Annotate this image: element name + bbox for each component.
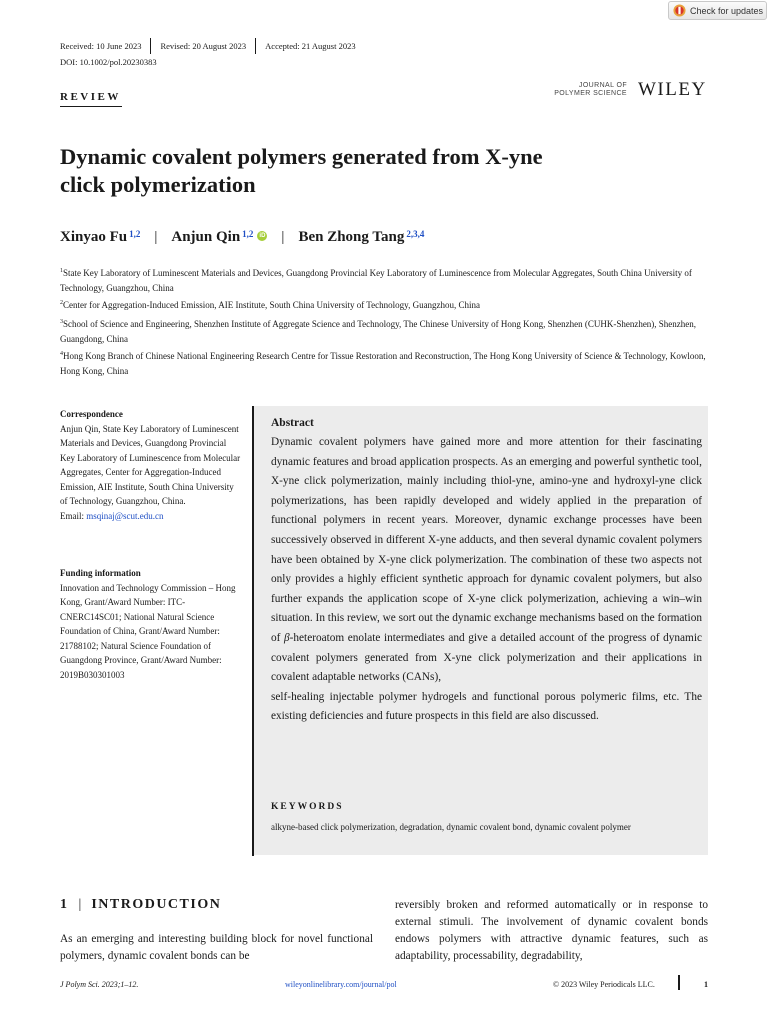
- keywords-heading: KEYWORDS: [271, 802, 344, 812]
- author-affiliation-sup[interactable]: 1,2: [242, 228, 254, 239]
- section-separator: |: [78, 897, 82, 912]
- correspondence-text: Anjun Qin, State Key Laboratory of Luminescent Materials and Devices, Guangdong Provincial Key Laboratory of Luminescence from Molecular Aggregates, Center for Aggregation-Induced Emission, AIE Institute, South China University of Technology, Guangzhou, China.: [60, 423, 241, 506]
- abstract-text-part2: -heteroatom enolate intermediates and give a detailed account of the progress of dynamic covalent polymers generated from X-yne click polymerization and their applications in covalent adaptable networks (CANs),: [271, 631, 702, 684]
- section-label: REVIEW: [60, 91, 121, 103]
- accepted-date: Accepted: 21 August 2023: [265, 41, 356, 51]
- footer-citation: J Polym Sci. 2023;1–12.: [60, 980, 139, 989]
- keywords-text: alkyne-based click polymerization, degradation, dynamic covalent bond, dynamic covalent polymer: [271, 822, 631, 832]
- affiliation-text: School of Science and Engineering, Shenzhen Institute of Aggregate Science and Technology, The Chinese University of Hong Kong, Shenzhen (CUHK-Shenzhen), Shenzhen, Guangdong, China: [60, 319, 697, 344]
- article-title-line2: click polymerization: [60, 172, 256, 197]
- section-underline: [60, 106, 122, 107]
- email-line: [60, 509, 242, 524]
- article-title-line1: Dynamic covalent polymers generated from X-yne: [60, 144, 543, 169]
- affiliation-number: 1: [60, 268, 63, 274]
- orcid-icon[interactable]: iD: [259, 232, 266, 239]
- funding-text: Innovation and Technology Commission – Hong Kong, Grant/Award Number: ITC-CNERC14SC01; National Natural Science Foundation of China, Grant/Award Number: 21788102; Natural Science Foundation of Guangdong Province, Grant/Award Number: 2019B030301003: [60, 582, 236, 680]
- introduction-heading: [60, 897, 221, 913]
- check-for-updates-button[interactable]: [668, 1, 767, 20]
- journal-name: [545, 82, 627, 98]
- beta-symbol: β: [283, 631, 290, 644]
- abstract-text-part1: Dynamic covalent polymers have gained more and more attention for their fascinating dynamic features and broad application prospects. As an emerging and powerful synthetic tool, X-yne click polymerization, mainly including thiol-yne, amino-yne and hydroxyl-yne click polymerizations, has been rapidly developed and widely applied in the preparation of functional polymers in recent years. Moreover, dynamic exchange processes have been successively observed in different X-yne adducts, and then several dynamic covalent polymers have been obtained by X-yne click polymerization. The combination of these two aspects not only provides a highly efficient synthetic approach for dynamic covalent polymers, but also further expands the application scope of X-yne click polymerization, achieving a win–win situation. In this review, we sort out the dynamic exchange mechanisms based on the formation of: [271, 436, 702, 644]
- funding-heading: Funding information: [60, 568, 141, 578]
- author-name[interactable]: Anjun Qin: [171, 229, 241, 245]
- affiliation: [60, 296, 710, 313]
- intro-right-column: reversibly broken and reformed automatically or in response to external stimuli. The involvement of dynamic covalent bonds endows polymers with attractive dynamic features, such as adaptability, processability, degradability,: [395, 899, 708, 962]
- affiliation-text: State Key Laboratory of Luminescent Materials and Devices, Guangdong Provincial Key Laboratory of Luminescence from Molecular Aggregates, South China University of Technology, Guangzhou, China: [60, 268, 692, 293]
- author-name[interactable]: Ben Zhong Tang: [298, 229, 405, 245]
- abstract-heading: Abstract: [271, 417, 314, 429]
- abstract-text: [271, 433, 702, 727]
- author-name[interactable]: Xinyao Fu: [60, 229, 128, 245]
- publisher-logo: WILEY: [638, 79, 707, 100]
- check-for-updates-label: Check for updates: [690, 5, 764, 16]
- abstract-text-part3: self-healing injectable polymer hydrogels and functional porous polymeric films, etc. The existing deficiencies and future prospects in this field are also discussed.: [271, 690, 702, 723]
- author-affiliation-sup[interactable]: 1,2: [129, 228, 141, 239]
- footer-divider: [678, 975, 680, 990]
- correspondence-heading: Correspondence: [60, 409, 123, 419]
- correspondence-block: [60, 407, 242, 523]
- author-separator: |: [154, 229, 158, 245]
- affiliation: [60, 315, 710, 347]
- author-separator: |: [281, 229, 285, 245]
- author-list: [60, 229, 424, 246]
- received-date: Received: 10 June 2023: [60, 41, 142, 51]
- affiliation: [60, 264, 710, 296]
- page-number: 1: [704, 980, 708, 989]
- crossmark-icon: [673, 4, 686, 17]
- journal-name-line2: POLYMER SCIENCE: [554, 90, 627, 97]
- affiliation-number: 4: [60, 351, 63, 357]
- funding-block: [60, 566, 242, 682]
- affiliation-number: 3: [60, 319, 63, 325]
- date-divider: [255, 38, 256, 54]
- email-label: Email:: [60, 510, 87, 521]
- article-dates: [60, 38, 356, 54]
- email-link[interactable]: msqinaj@scut.edu.cn: [86, 510, 164, 521]
- affiliation-text: Center for Aggregation-Induced Emission, AIE Institute, South China University of Technology, Guangzhou, China: [63, 300, 481, 310]
- doi: DOI: 10.1002/pol.20230383: [60, 57, 157, 67]
- footer-copyright: © 2023 Wiley Periodicals LLC.: [553, 980, 655, 989]
- article-title: [60, 143, 680, 199]
- author-affiliation-sup[interactable]: 2,3,4: [406, 228, 425, 239]
- intro-left-column: As an emerging and interesting building block for novel functional polymers, dynamic covalent bonds can be: [60, 933, 373, 962]
- section-title: INTRODUCTION: [91, 897, 222, 912]
- abstract-rule: [252, 406, 254, 856]
- affiliation-text: Hong Kong Branch of Chinese National Engineering Research Centre for Tissue Restoration and Reconstruction, The Hong Kong University of Science & Technology, Kowloon, Hong Kong, China: [60, 351, 706, 376]
- section-number: 1: [60, 897, 69, 912]
- footer-url[interactable]: wileyonlinelibrary.com/journal/pol: [285, 980, 397, 989]
- date-divider: [150, 38, 151, 54]
- revised-date: Revised: 20 August 2023: [160, 41, 247, 51]
- journal-name-line1: JOURNAL OF: [578, 82, 627, 89]
- affiliation: [60, 347, 710, 379]
- affiliation-number: 2: [60, 300, 63, 306]
